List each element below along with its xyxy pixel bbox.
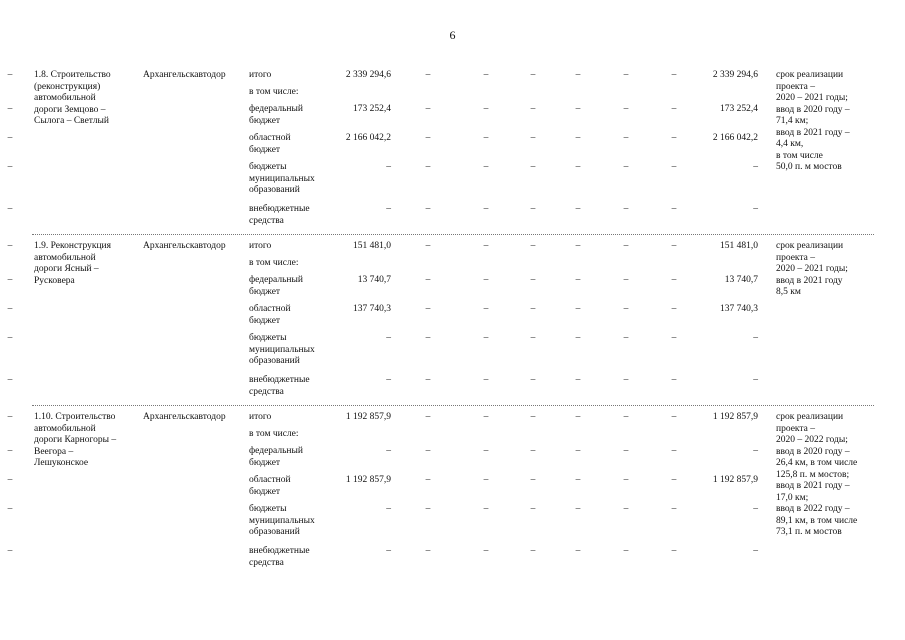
amount-year: –	[530, 204, 536, 214]
funding-source: в том числе:	[249, 87, 299, 97]
project-title: 1.9. Реконструкция автомобильной дороги Ясный – Русковера	[34, 241, 111, 286]
amount-year: –	[575, 104, 581, 114]
amount-year: –	[575, 475, 581, 485]
amount-year: –	[623, 204, 629, 214]
amount-year: –	[530, 412, 536, 422]
funding-source: федеральный бюджет	[249, 104, 303, 126]
funding-source: внебюджетные средства	[249, 204, 310, 226]
amount-year: –	[575, 446, 581, 456]
amount-year: –	[483, 241, 489, 251]
amount-year: –	[483, 333, 489, 343]
amount-year: –	[7, 70, 13, 80]
amount-year: –	[425, 412, 431, 422]
amount-year: –	[671, 446, 677, 456]
amount-total: –	[386, 162, 391, 172]
amount-year: –	[530, 104, 536, 114]
amount-year: –	[7, 133, 13, 143]
funding-source: бюджеты муниципальных образований	[249, 504, 315, 537]
amount-year: –	[623, 446, 629, 456]
amount-year: –	[7, 304, 13, 314]
amount-final: –	[753, 504, 758, 514]
project-executor: Архангельскавтодор	[143, 412, 226, 422]
amount-year: –	[483, 162, 489, 172]
funding-source: бюджеты муниципальных образований	[249, 333, 315, 366]
project-executor: Архангельскавтодор	[143, 70, 226, 80]
amount-final: 151 481,0	[720, 241, 758, 251]
amount-year: –	[7, 546, 13, 556]
amount-total: 151 481,0	[353, 241, 391, 251]
amount-year: –	[575, 241, 581, 251]
amount-final: –	[753, 446, 758, 456]
amount-year: –	[575, 412, 581, 422]
amount-year: –	[483, 475, 489, 485]
amount-year: –	[575, 304, 581, 314]
amount-year: –	[530, 241, 536, 251]
project-title: 1.10. Строительство автомобильной дороги Карногоры – Веегора – Лешуконское	[34, 412, 117, 468]
amount-year: –	[7, 475, 13, 485]
funding-source: федеральный бюджет	[249, 446, 303, 468]
amount-year: –	[623, 504, 629, 514]
amount-total: 173 252,4	[353, 104, 391, 114]
amount-year: –	[530, 546, 536, 556]
amount-year: –	[575, 504, 581, 514]
amount-total: 13 740,7	[357, 275, 391, 285]
amount-year: –	[623, 475, 629, 485]
page-number: 6	[449, 28, 456, 42]
amount-final: 137 740,3	[720, 304, 758, 314]
amount-final: 2 166 042,2	[712, 133, 758, 143]
amount-year: –	[623, 304, 629, 314]
amount-final: 1 192 857,9	[712, 475, 758, 485]
amount-year: –	[425, 446, 431, 456]
amount-year: –	[483, 104, 489, 114]
funding-source: в том числе:	[249, 429, 299, 439]
funding-source: федеральный бюджет	[249, 275, 303, 297]
amount-year: –	[530, 304, 536, 314]
row-separator	[32, 234, 874, 235]
amount-year: –	[425, 304, 431, 314]
amount-year: –	[425, 475, 431, 485]
amount-year: –	[483, 375, 489, 385]
amount-year: –	[575, 70, 581, 80]
amount-year: –	[671, 162, 677, 172]
amount-year: –	[7, 375, 13, 385]
amount-year: –	[671, 333, 677, 343]
amount-final: –	[753, 204, 758, 214]
funding-source: областной бюджет	[249, 133, 291, 155]
amount-final: 13 740,7	[724, 275, 758, 285]
amount-year: –	[483, 546, 489, 556]
amount-year: –	[483, 204, 489, 214]
amount-total: 1 192 857,9	[345, 475, 391, 485]
amount-year: –	[425, 333, 431, 343]
amount-year: –	[483, 304, 489, 314]
project-note: срок реализации проекта – 2020 – 2022 годы; ввод в 2020 году – 26,4 км, в том числе 125,8 п. м мостов; ввод в 2021 году – 17,0 км; ввод в 2022 году – 89,1 км, в том числе 73,1 п. м мостов	[776, 412, 858, 537]
amount-year: –	[530, 333, 536, 343]
amount-year: –	[425, 504, 431, 514]
amount-final: 173 252,4	[720, 104, 758, 114]
amount-year: –	[530, 446, 536, 456]
amount-final: –	[753, 162, 758, 172]
amount-year: –	[7, 275, 13, 285]
amount-year: –	[7, 241, 13, 251]
amount-total: 137 740,3	[353, 304, 391, 314]
amount-year: –	[7, 333, 13, 343]
amount-year: –	[575, 546, 581, 556]
amount-year: –	[425, 70, 431, 80]
amount-year: –	[7, 446, 13, 456]
amount-year: –	[623, 333, 629, 343]
amount-year: –	[530, 162, 536, 172]
amount-total: –	[386, 446, 391, 456]
amount-year: –	[425, 546, 431, 556]
amount-final: 1 192 857,9	[712, 412, 758, 422]
amount-year: –	[623, 162, 629, 172]
project-title: 1.8. Строительство (реконструкция) автомобильной дороги Земцово – Сылога – Светлый	[34, 70, 111, 126]
amount-year: –	[575, 275, 581, 285]
amount-year: –	[7, 504, 13, 514]
amount-year: –	[623, 412, 629, 422]
amount-year: –	[530, 375, 536, 385]
amount-year: –	[623, 133, 629, 143]
amount-year: –	[623, 241, 629, 251]
amount-year: –	[483, 70, 489, 80]
amount-year: –	[483, 412, 489, 422]
funding-source: внебюджетные средства	[249, 546, 310, 568]
amount-year: –	[575, 162, 581, 172]
amount-year: –	[671, 546, 677, 556]
amount-year: –	[671, 275, 677, 285]
amount-year: –	[425, 241, 431, 251]
amount-final: –	[753, 333, 758, 343]
amount-year: –	[671, 133, 677, 143]
amount-total: 1 192 857,9	[345, 412, 391, 422]
funding-source: в том числе:	[249, 258, 299, 268]
amount-year: –	[7, 204, 13, 214]
row-separator	[32, 405, 874, 406]
amount-total: –	[386, 375, 391, 385]
amount-year: –	[575, 133, 581, 143]
amount-year: –	[530, 133, 536, 143]
project-note: срок реализации проекта – 2020 – 2021 годы; ввод в 2020 году – 71,4 км; ввод в 2021 году – 4,4 км, в том числе 50,0 п. м мостов	[776, 70, 850, 172]
project-executor: Архангельскавтодор	[143, 241, 226, 251]
amount-year: –	[530, 70, 536, 80]
amount-year: –	[671, 375, 677, 385]
amount-year: –	[7, 162, 13, 172]
amount-year: –	[425, 162, 431, 172]
amount-year: –	[671, 104, 677, 114]
amount-year: –	[623, 104, 629, 114]
amount-final: –	[753, 375, 758, 385]
amount-year: –	[530, 475, 536, 485]
amount-total: –	[386, 504, 391, 514]
amount-final: –	[753, 546, 758, 556]
amount-year: –	[671, 204, 677, 214]
amount-year: –	[575, 333, 581, 343]
amount-year: –	[671, 504, 677, 514]
amount-year: –	[425, 275, 431, 285]
amount-year: –	[425, 104, 431, 114]
amount-year: –	[575, 204, 581, 214]
amount-year: –	[483, 275, 489, 285]
amount-year: –	[7, 412, 13, 422]
funding-source: итого	[249, 70, 272, 80]
amount-year: –	[671, 475, 677, 485]
amount-year: –	[425, 133, 431, 143]
amount-year: –	[530, 275, 536, 285]
amount-year: –	[483, 504, 489, 514]
amount-total: 2 339 294,6	[345, 70, 391, 80]
amount-total: –	[386, 546, 391, 556]
amount-year: –	[575, 375, 581, 385]
amount-final: 2 339 294,6	[712, 70, 758, 80]
amount-year: –	[671, 70, 677, 80]
funding-source: итого	[249, 412, 272, 422]
amount-year: –	[623, 546, 629, 556]
amount-year: –	[425, 375, 431, 385]
funding-source: областной бюджет	[249, 475, 291, 497]
funding-source: областной бюджет	[249, 304, 291, 326]
amount-year: –	[7, 104, 13, 114]
amount-total: –	[386, 333, 391, 343]
amount-year: –	[671, 412, 677, 422]
amount-year: –	[671, 304, 677, 314]
amount-year: –	[671, 241, 677, 251]
amount-year: –	[425, 204, 431, 214]
amount-year: –	[483, 133, 489, 143]
amount-year: –	[623, 375, 629, 385]
amount-year: –	[623, 275, 629, 285]
amount-year: –	[623, 70, 629, 80]
funding-source: бюджеты муниципальных образований	[249, 162, 315, 195]
funding-source: итого	[249, 241, 272, 251]
amount-year: –	[483, 446, 489, 456]
project-note: срок реализации проекта – 2020 – 2021 годы; ввод в 2021 году 8,5 км	[776, 241, 848, 297]
amount-total: –	[386, 204, 391, 214]
funding-source: внебюджетные средства	[249, 375, 310, 397]
amount-total: 2 166 042,2	[345, 133, 391, 143]
amount-year: –	[530, 504, 536, 514]
